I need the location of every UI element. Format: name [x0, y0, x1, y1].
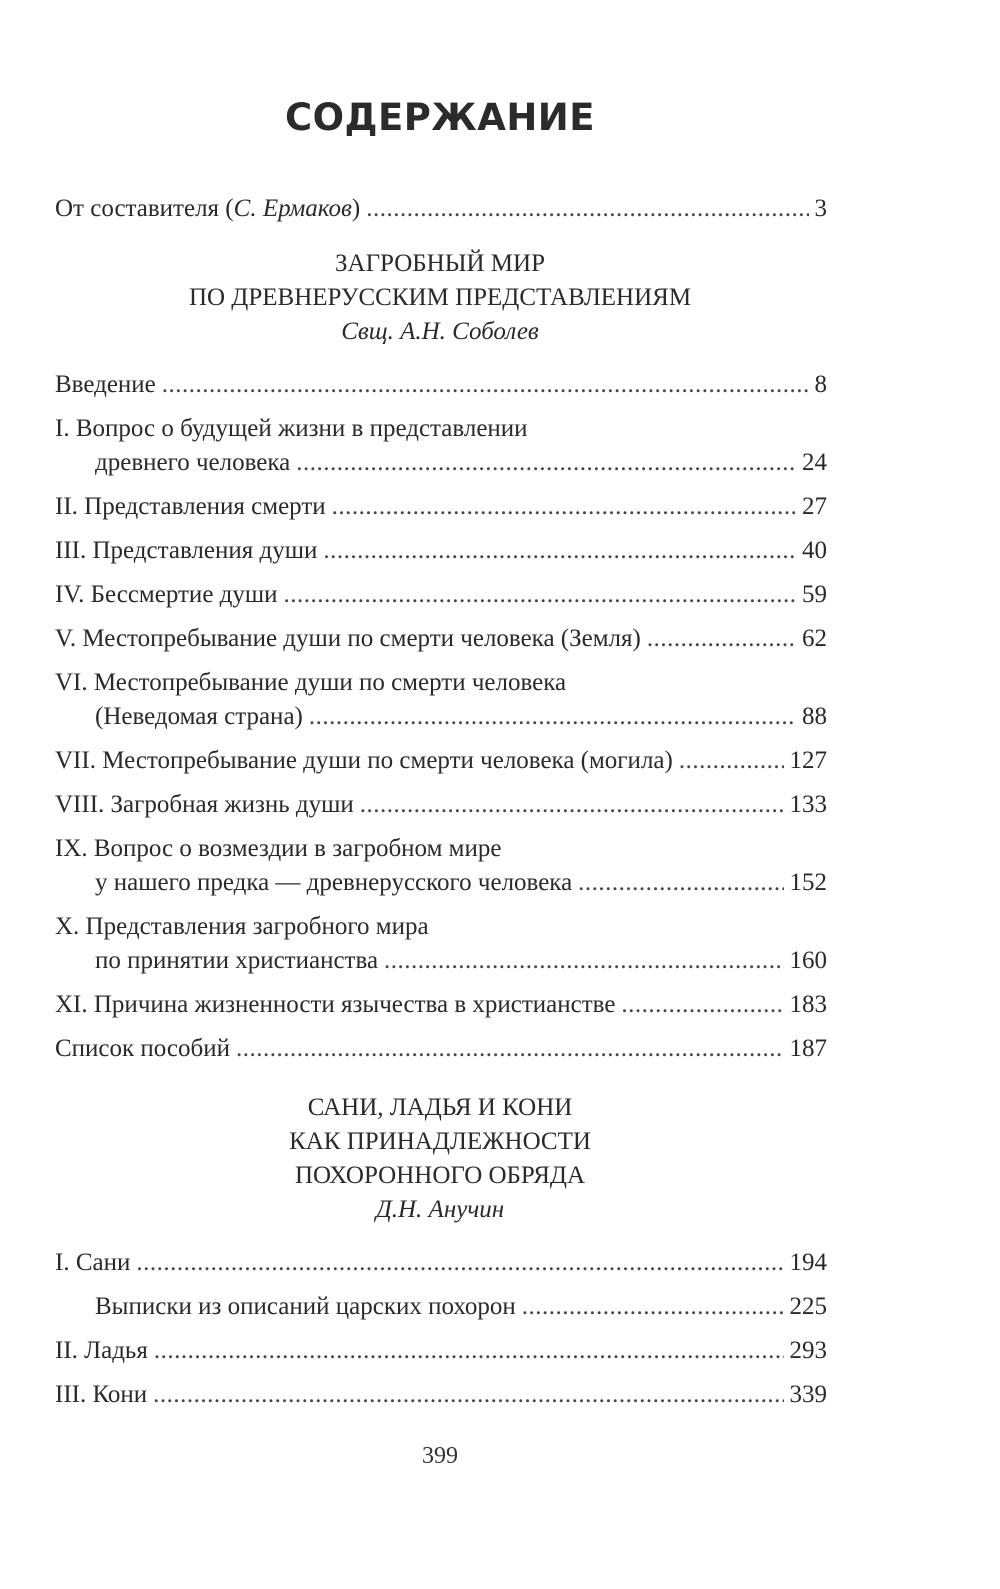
page-number: 399: [422, 1443, 458, 1469]
entry-row: [55, 368, 827, 402]
entry-label: по принятии христианства: [95, 947, 379, 974]
entry-label: I. Сани: [55, 1249, 131, 1276]
leader-dots: [522, 1290, 784, 1324]
entry-label: Список пособий: [55, 1035, 230, 1062]
entry-page: 59: [802, 581, 827, 608]
toc-entry[interactable]: [55, 744, 827, 778]
leader-dots: [153, 1378, 783, 1412]
leader-dots: [621, 988, 783, 1022]
preface-block: [55, 192, 827, 226]
leader-dots: [162, 368, 809, 402]
toc-entry[interactable]: [55, 1246, 827, 1280]
entry-row: [55, 622, 827, 656]
toc-entry[interactable]: [55, 622, 827, 656]
toc-entry[interactable]: [55, 490, 827, 524]
section-title-line: ПО ДРЕВНЕРУССКИМ ПРЕДСТАВЛЕНИЯМ: [188, 284, 692, 311]
entry-row: [55, 744, 827, 778]
entry-page: 293: [789, 1337, 827, 1364]
toc-entry[interactable]: [55, 1334, 827, 1368]
leader-dots: [323, 534, 796, 568]
leader-dots: [647, 622, 796, 656]
section-author: Д.Н. Анучин: [375, 1196, 505, 1223]
toc-entry[interactable]: [55, 412, 827, 480]
leader-dots: [154, 1334, 784, 1368]
leader-dots: [284, 578, 796, 612]
leader-dots: [296, 446, 796, 480]
section-heading-1: [0, 247, 880, 349]
section-1-entries: [55, 368, 827, 1066]
entry-first-line: VI. Местопребывание души по смерти человека: [55, 669, 567, 696]
entry-label: От составителя (С. Ермаков): [55, 195, 361, 222]
toc-entry-preface[interactable]: [55, 192, 827, 226]
entry-label: XI. Причина жизненности язычества в христианстве: [55, 991, 616, 1018]
entry-page: 127: [789, 747, 827, 774]
entry-label: древнего человека: [95, 449, 291, 476]
leader-dots: [332, 490, 796, 524]
entry-page: 8: [814, 371, 827, 398]
entry-row: [55, 534, 827, 568]
entry-label: Выписки из описаний царских похорон: [95, 1293, 516, 1320]
entry-label: V. Местопребывание души по смерти человека (Земля): [55, 625, 641, 652]
entry-row: [55, 490, 827, 524]
toc-entry[interactable]: [55, 534, 827, 568]
entry-row: [55, 788, 827, 822]
entry-page: 183: [789, 991, 827, 1018]
entry-page: 160: [789, 947, 827, 974]
entry-row: [55, 988, 827, 1022]
entry-page: 24: [802, 449, 827, 476]
entry-row: [55, 1246, 827, 1280]
entry-label: VII. Местопребывание души по смерти человека (могила): [55, 747, 673, 774]
entry-page: 27: [802, 493, 827, 520]
section-heading-2: [0, 1091, 880, 1227]
entry-label: Введение: [55, 371, 156, 398]
toc-entry[interactable]: [55, 666, 827, 734]
entry-label: II. Ладья: [55, 1337, 148, 1364]
leader-dots: [309, 700, 796, 734]
leader-dots: [236, 1032, 784, 1066]
toc-entry[interactable]: [55, 1378, 827, 1412]
entry-page: 62: [802, 625, 827, 652]
leader-dots: [360, 788, 784, 822]
toc-entry[interactable]: [55, 832, 827, 900]
section-title-line: САНИ, ЛАДЬЯ И КОНИ: [307, 1094, 573, 1121]
entry-row: [55, 1290, 827, 1324]
entry-row: [55, 866, 827, 900]
entry-label: VIII. Загробная жизнь души: [55, 791, 354, 818]
leader-dots: [578, 866, 783, 900]
entry-row: [55, 944, 827, 978]
section-title-line: КАК ПРИНАДЛЕЖНОСТИ: [289, 1128, 591, 1155]
page-title: СОДЕРЖАНИЕ: [284, 96, 596, 139]
entry-row: [55, 578, 827, 612]
entry-row: [55, 700, 827, 734]
entry-label: III. Кони: [55, 1381, 148, 1408]
entry-first-line: IX. Вопрос о возмездии в загробном мире: [55, 835, 502, 862]
leader-dots: [679, 744, 784, 778]
section-2-entries: [55, 1246, 827, 1412]
entry-label: (Неведомая страна): [95, 703, 303, 730]
entry-page: 133: [789, 791, 827, 818]
entry-page: 194: [789, 1249, 827, 1276]
entry-page: 88: [802, 703, 827, 730]
entry-page: 40: [802, 537, 827, 564]
entry-label: III. Представления души: [55, 537, 318, 564]
entry-page: 187: [789, 1035, 827, 1062]
section-author: Свщ. А.Н. Соболев: [341, 318, 539, 345]
entry-label: II. Представления смерти: [55, 493, 326, 520]
preface-author: С. Ермаков: [233, 195, 352, 222]
entry-page: 225: [789, 1293, 827, 1320]
leader-dots: [384, 944, 783, 978]
toc-entry[interactable]: [55, 368, 827, 402]
leader-dots: [366, 192, 808, 226]
entry-first-line: I. Вопрос о будущей жизни в представлении: [55, 415, 528, 442]
entry-page: 3: [814, 195, 827, 222]
entry-first-line: X. Представления загробного мира: [55, 913, 429, 940]
toc-entry[interactable]: [55, 578, 827, 612]
entry-page: 339: [789, 1381, 827, 1408]
toc-entry[interactable]: [55, 910, 827, 978]
toc-entry[interactable]: [55, 788, 827, 822]
toc-entry[interactable]: [55, 1032, 827, 1066]
entry-row: [55, 1334, 827, 1368]
entry-row: [55, 1032, 827, 1066]
leader-dots: [136, 1246, 783, 1280]
entry-label: у нашего предка — древнерусского человека: [95, 869, 573, 896]
entry-row: [55, 1378, 827, 1412]
toc-entry[interactable]: [55, 988, 827, 1022]
section-title-line: ЗАГРОБНЫЙ МИР: [335, 250, 545, 277]
entry-row: [55, 446, 827, 480]
entry-label: IV. Бессмертие души: [55, 581, 278, 608]
section-title-line: ПОХОРОННОГО ОБРЯДА: [294, 1162, 586, 1189]
entry-page: 152: [789, 869, 827, 896]
toc-entry[interactable]: [55, 1290, 827, 1324]
